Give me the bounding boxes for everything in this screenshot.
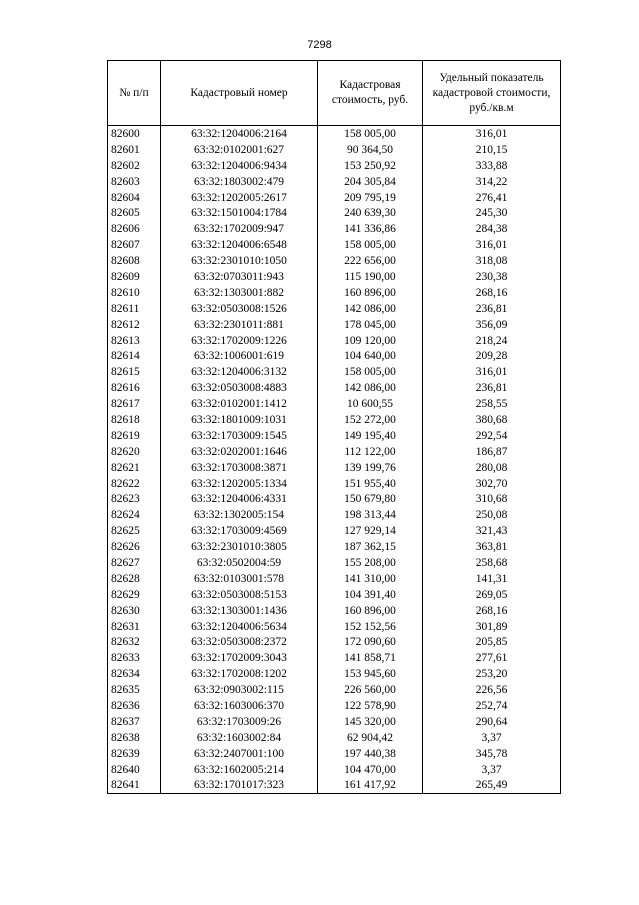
specific-value-cell: 301,89	[423, 619, 561, 635]
specific-value-cell: 269,05	[423, 587, 561, 603]
specific-value-cell: 316,01	[423, 237, 561, 253]
row-number-cell: 82636	[108, 698, 161, 714]
cadastral-value-cell: 158 005,00	[318, 237, 423, 253]
specific-value-cell: 321,43	[423, 523, 561, 539]
cadastral-value-cell: 160 896,00	[318, 285, 423, 301]
row-number-cell: 82619	[108, 428, 161, 444]
cadastral-number-cell: 63:32:1501004:1784	[161, 205, 318, 221]
header-row	[108, 61, 561, 126]
cadastral-number-cell: 63:32:1204006:5634	[161, 619, 318, 635]
specific-value-cell: 316,01	[423, 126, 561, 142]
row-number-cell: 82615	[108, 364, 161, 380]
specific-value-cell: 258,55	[423, 396, 561, 412]
specific-value-cell: 205,85	[423, 635, 561, 651]
specific-value-cell: 258,68	[423, 555, 561, 571]
table-header	[108, 61, 561, 126]
cadastral-number-cell: 63:32:1702009:1226	[161, 333, 318, 349]
cadastral-value-cell: 155 208,00	[318, 555, 423, 571]
row-number-cell: 82626	[108, 539, 161, 555]
cadastral-value-cell: 222 656,00	[318, 253, 423, 269]
specific-value-cell: 245,30	[423, 205, 561, 221]
header-row-number: № п/п	[108, 61, 161, 126]
row-number-cell: 82622	[108, 476, 161, 492]
cadastral-value-cell: 141 858,71	[318, 650, 423, 666]
cadastral-number-cell: 63:32:1702009:3043	[161, 650, 318, 666]
table-row	[108, 364, 561, 380]
cadastral-number-cell: 63:32:1204006:9434	[161, 158, 318, 174]
cadastral-number-cell: 63:32:0503008:4883	[161, 380, 318, 396]
cadastral-value-cell: 197 440,38	[318, 746, 423, 762]
cadastral-value-cell: 152 152,56	[318, 619, 423, 635]
specific-value-cell: 356,09	[423, 317, 561, 333]
row-number-cell: 82635	[108, 682, 161, 698]
table-row	[108, 746, 561, 762]
row-number-cell: 82633	[108, 650, 161, 666]
specific-value-cell: 218,24	[423, 333, 561, 349]
cadastral-value-cell: 115 190,00	[318, 269, 423, 285]
table-row	[108, 730, 561, 746]
cadastral-number-cell: 63:32:2407001:100	[161, 746, 318, 762]
cadastral-value-cell: 149 195,40	[318, 428, 423, 444]
table-row	[108, 444, 561, 460]
table-row	[108, 603, 561, 619]
row-number-cell: 82603	[108, 174, 161, 190]
table-row	[108, 174, 561, 190]
row-number-cell: 82628	[108, 571, 161, 587]
table-row	[108, 571, 561, 587]
cadastral-number-cell: 63:32:1204006:6548	[161, 237, 318, 253]
cadastral-number-cell: 63:32:1703008:3871	[161, 460, 318, 476]
table-row	[108, 269, 561, 285]
specific-value-cell: 268,16	[423, 603, 561, 619]
specific-value-cell: 265,49	[423, 778, 561, 794]
cadastral-value-cell: 240 639,30	[318, 205, 423, 221]
table-row	[108, 666, 561, 682]
row-number-cell: 82629	[108, 587, 161, 603]
table-row	[108, 142, 561, 158]
cadastral-value-cell: 160 896,00	[318, 603, 423, 619]
row-number-cell: 82605	[108, 205, 161, 221]
table-row	[108, 523, 561, 539]
cadastral-number-cell: 63:32:0102001:627	[161, 142, 318, 158]
cadastral-number-cell: 63:32:0503008:5153	[161, 587, 318, 603]
cadastral-number-cell: 63:32:1703009:1545	[161, 428, 318, 444]
specific-value-cell: 210,15	[423, 142, 561, 158]
cadastral-number-cell: 63:32:1702009:947	[161, 221, 318, 237]
specific-value-cell: 363,81	[423, 539, 561, 555]
row-number-cell: 82640	[108, 762, 161, 778]
row-number-cell: 82637	[108, 714, 161, 730]
table-row	[108, 126, 561, 142]
cadastral-number-cell: 63:32:1703009:4569	[161, 523, 318, 539]
cadastral-number-cell: 63:32:2301010:3805	[161, 539, 318, 555]
specific-value-cell: 209,28	[423, 348, 561, 364]
cadastral-value-cell: 112 122,00	[318, 444, 423, 460]
cadastral-value-cell: 145 320,00	[318, 714, 423, 730]
header-cadastral-value: Кадастровая стоимость, руб.	[318, 61, 423, 126]
specific-value-cell: 3,37	[423, 730, 561, 746]
cadastral-number-cell: 63:32:0102001:1412	[161, 396, 318, 412]
table-row	[108, 635, 561, 651]
cadastral-value-cell: 151 955,40	[318, 476, 423, 492]
specific-value-cell: 141,31	[423, 571, 561, 587]
cadastral-value-cell: 142 086,00	[318, 380, 423, 396]
specific-value-cell: 230,38	[423, 269, 561, 285]
specific-value-cell: 252,74	[423, 698, 561, 714]
row-number-cell: 82623	[108, 491, 161, 507]
table-row	[108, 190, 561, 206]
cadastral-number-cell: 63:32:1303001:1436	[161, 603, 318, 619]
cadastral-value-cell: 122 578,90	[318, 698, 423, 714]
row-number-cell: 82620	[108, 444, 161, 460]
table-body	[108, 126, 561, 794]
specific-value-cell: 277,61	[423, 650, 561, 666]
cadastral-value-cell: 204 305,84	[318, 174, 423, 190]
row-number-cell: 82616	[108, 380, 161, 396]
cadastral-value-cell: 153 945,60	[318, 666, 423, 682]
specific-value-cell: 302,70	[423, 476, 561, 492]
row-number-cell: 82613	[108, 333, 161, 349]
table-row	[108, 205, 561, 221]
row-number-cell: 82617	[108, 396, 161, 412]
specific-value-cell: 250,08	[423, 507, 561, 523]
specific-value-cell: 284,38	[423, 221, 561, 237]
table-row	[108, 285, 561, 301]
table-row	[108, 428, 561, 444]
row-number-cell: 82641	[108, 778, 161, 794]
header-cadastral-number: Кадастровый номер	[161, 61, 318, 126]
row-number-cell: 82611	[108, 301, 161, 317]
table-row	[108, 619, 561, 635]
table-row	[108, 587, 561, 603]
cadastral-number-cell: 63:32:1006001:619	[161, 348, 318, 364]
table-row	[108, 333, 561, 349]
cadastral-number-cell: 63:32:1603002:84	[161, 730, 318, 746]
row-number-cell: 82602	[108, 158, 161, 174]
header-specific-value: Удельный показатель кадастровой стоимости, руб./кв.м	[423, 61, 561, 126]
cadastral-value-table	[107, 60, 561, 794]
specific-value-cell: 292,54	[423, 428, 561, 444]
table-row	[108, 698, 561, 714]
row-number-cell: 82638	[108, 730, 161, 746]
specific-value-cell: 318,08	[423, 253, 561, 269]
cadastral-number-cell: 63:32:2301010:1050	[161, 253, 318, 269]
specific-value-cell: 276,41	[423, 190, 561, 206]
cadastral-number-cell: 63:32:1204006:2164	[161, 126, 318, 142]
specific-value-cell: 236,81	[423, 301, 561, 317]
cadastral-value-cell: 178 045,00	[318, 317, 423, 333]
row-number-cell: 82632	[108, 635, 161, 651]
cadastral-value-cell: 150 679,80	[318, 491, 423, 507]
cadastral-number-cell: 63:32:1803002:479	[161, 174, 318, 190]
cadastral-number-cell: 63:32:1202005:1334	[161, 476, 318, 492]
specific-value-cell: 310,68	[423, 491, 561, 507]
specific-value-cell: 345,78	[423, 746, 561, 762]
cadastral-value-cell: 104 391,40	[318, 587, 423, 603]
specific-value-cell: 268,16	[423, 285, 561, 301]
row-number-cell: 82604	[108, 190, 161, 206]
cadastral-value-cell: 90 364,50	[318, 142, 423, 158]
cadastral-number-cell: 63:32:1204006:3132	[161, 364, 318, 380]
cadastral-number-cell: 63:32:1602005:214	[161, 762, 318, 778]
cadastral-number-cell: 63:32:0202001:1646	[161, 444, 318, 460]
row-number-cell: 82627	[108, 555, 161, 571]
table-row	[108, 301, 561, 317]
table-row	[108, 396, 561, 412]
cadastral-number-cell: 63:32:2301011:881	[161, 317, 318, 333]
row-number-cell: 82621	[108, 460, 161, 476]
row-number-cell: 82601	[108, 142, 161, 158]
cadastral-number-cell: 63:32:1702008:1202	[161, 666, 318, 682]
table-row	[108, 158, 561, 174]
table-row	[108, 476, 561, 492]
cadastral-number-cell: 63:32:1603006:370	[161, 698, 318, 714]
table-row	[108, 762, 561, 778]
row-number-cell: 82600	[108, 126, 161, 142]
cadastral-value-cell: 141 336,86	[318, 221, 423, 237]
cadastral-number-cell: 63:32:0103001:578	[161, 571, 318, 587]
cadastral-value-cell: 198 313,44	[318, 507, 423, 523]
specific-value-cell: 186,87	[423, 444, 561, 460]
cadastral-number-cell: 63:32:0502004:59	[161, 555, 318, 571]
table-row	[108, 253, 561, 269]
row-number-cell: 82610	[108, 285, 161, 301]
row-number-cell: 82607	[108, 237, 161, 253]
specific-value-cell: 236,81	[423, 380, 561, 396]
table-row	[108, 555, 561, 571]
specific-value-cell: 226,56	[423, 682, 561, 698]
table-row	[108, 348, 561, 364]
cadastral-number-cell: 63:32:0503008:1526	[161, 301, 318, 317]
row-number-cell: 82639	[108, 746, 161, 762]
cadastral-number-cell: 63:32:1701017:323	[161, 778, 318, 794]
table-row	[108, 650, 561, 666]
cadastral-value-cell: 104 640,00	[318, 348, 423, 364]
row-number-cell: 82624	[108, 507, 161, 523]
specific-value-cell: 314,22	[423, 174, 561, 190]
page-number: 7298	[307, 39, 332, 51]
cadastral-value-cell: 62 904,42	[318, 730, 423, 746]
table-row	[108, 714, 561, 730]
row-number-cell: 82609	[108, 269, 161, 285]
cadastral-value-cell: 158 005,00	[318, 126, 423, 142]
cadastral-number-cell: 63:32:0703011:943	[161, 269, 318, 285]
cadastral-value-cell: 158 005,00	[318, 364, 423, 380]
table-row	[108, 460, 561, 476]
cadastral-value-cell: 152 272,00	[318, 412, 423, 428]
cadastral-value-cell: 226 560,00	[318, 682, 423, 698]
table-row	[108, 317, 561, 333]
cadastral-number-cell: 63:32:0903002:115	[161, 682, 318, 698]
table-row	[108, 778, 561, 794]
cadastral-number-cell: 63:32:1303001:882	[161, 285, 318, 301]
table-row	[108, 491, 561, 507]
specific-value-cell: 290,64	[423, 714, 561, 730]
cadastral-value-cell: 10 600,55	[318, 396, 423, 412]
cadastral-value-cell: 141 310,00	[318, 571, 423, 587]
row-number-cell: 82631	[108, 619, 161, 635]
specific-value-cell: 3,37	[423, 762, 561, 778]
row-number-cell: 82630	[108, 603, 161, 619]
row-number-cell: 82608	[108, 253, 161, 269]
table-row	[108, 412, 561, 428]
cadastral-value-cell: 172 090,60	[318, 635, 423, 651]
row-number-cell: 82634	[108, 666, 161, 682]
specific-value-cell: 333,88	[423, 158, 561, 174]
table-row	[108, 682, 561, 698]
cadastral-value-cell: 127 929,14	[318, 523, 423, 539]
cadastral-number-cell: 63:32:1801009:1031	[161, 412, 318, 428]
row-number-cell: 82612	[108, 317, 161, 333]
table-row	[108, 237, 561, 253]
specific-value-cell: 316,01	[423, 364, 561, 380]
cadastral-value-cell: 153 250,92	[318, 158, 423, 174]
table-row	[108, 539, 561, 555]
cadastral-number-cell: 63:32:0503008:2372	[161, 635, 318, 651]
row-number-cell: 82618	[108, 412, 161, 428]
cadastral-value-cell: 187 362,15	[318, 539, 423, 555]
cadastral-value-cell: 142 086,00	[318, 301, 423, 317]
table-row	[108, 507, 561, 523]
row-number-cell: 82614	[108, 348, 161, 364]
row-number-cell: 82606	[108, 221, 161, 237]
table-row	[108, 221, 561, 237]
cadastral-number-cell: 63:32:1202005:2617	[161, 190, 318, 206]
row-number-cell: 82625	[108, 523, 161, 539]
cadastral-number-cell: 63:32:1204006:4331	[161, 491, 318, 507]
cadastral-value-cell: 109 120,00	[318, 333, 423, 349]
cadastral-value-cell: 161 417,92	[318, 778, 423, 794]
cadastral-number-cell: 63:32:1302005:154	[161, 507, 318, 523]
cadastral-value-cell: 139 199,76	[318, 460, 423, 476]
cadastral-value-cell: 104 470,00	[318, 762, 423, 778]
specific-value-cell: 253,20	[423, 666, 561, 682]
specific-value-cell: 380,68	[423, 412, 561, 428]
cadastral-value-cell: 209 795,19	[318, 190, 423, 206]
table-row	[108, 380, 561, 396]
cadastral-number-cell: 63:32:1703009:26	[161, 714, 318, 730]
specific-value-cell: 280,08	[423, 460, 561, 476]
